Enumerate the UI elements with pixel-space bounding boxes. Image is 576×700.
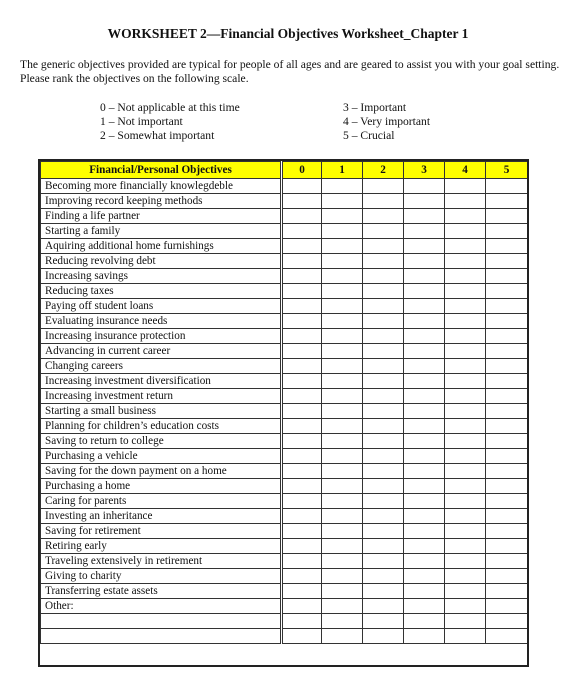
rating-column-header-2: 2 — [363, 162, 404, 179]
rating-cell-3[interactable] — [404, 449, 445, 464]
rating-cell-2[interactable] — [363, 434, 404, 449]
table-row — [41, 434, 528, 449]
rating-cell-1[interactable] — [322, 599, 363, 614]
rating-cell-3[interactable] — [404, 404, 445, 419]
rating-cell-4[interactable] — [445, 389, 486, 404]
rating-column-header-1: 1 — [322, 162, 363, 179]
objective-label: Aquiring additional home furnishings — [41, 239, 282, 254]
rating-cell-0[interactable] — [282, 179, 322, 194]
table-row — [41, 389, 528, 404]
objective-label: Transferring estate assets — [41, 584, 282, 599]
rating-cell-1[interactable] — [322, 539, 363, 554]
objective-label: Changing careers — [41, 359, 282, 374]
rating-cell-5[interactable] — [486, 554, 528, 569]
objectives-column-header: Financial/Personal Objectives — [41, 162, 282, 179]
rating-cell-4[interactable] — [445, 419, 486, 434]
table-row — [41, 569, 528, 584]
rating-cell-3[interactable] — [404, 284, 445, 299]
rating-cell-1[interactable] — [322, 209, 363, 224]
rating-cell-5[interactable] — [486, 494, 528, 509]
rating-cell-1[interactable] — [322, 509, 363, 524]
table-header-row — [41, 162, 528, 179]
rating-cell-3[interactable] — [404, 599, 445, 614]
rating-cell-4[interactable] — [445, 209, 486, 224]
rating-cell-2[interactable] — [363, 614, 404, 629]
table-row — [41, 224, 528, 239]
rating-cell-2[interactable] — [363, 269, 404, 284]
rating-cell-0[interactable] — [282, 419, 322, 434]
rating-cell-1[interactable] — [322, 314, 363, 329]
rating-cell-1[interactable] — [322, 629, 363, 644]
table-row — [41, 344, 528, 359]
rating-cell-2[interactable] — [363, 299, 404, 314]
page-title: WORKSHEET 2—Financial Objectives Worksheet_Chapter 1 — [107, 26, 469, 41]
rating-cell-0[interactable] — [282, 269, 322, 284]
rating-cell-2[interactable] — [363, 464, 404, 479]
rating-cell-4[interactable] — [445, 539, 486, 554]
rating-cell-4[interactable] — [445, 569, 486, 584]
table-row — [41, 269, 528, 284]
rating-column-header-0: 0 — [282, 162, 322, 179]
rating-cell-5[interactable] — [486, 404, 528, 419]
rating-cell-0[interactable] — [282, 359, 322, 374]
rating-cell-2[interactable] — [363, 239, 404, 254]
rating-cell-2[interactable] — [363, 404, 404, 419]
rating-cell-4[interactable] — [445, 359, 486, 374]
rating-cell-2[interactable] — [363, 344, 404, 359]
rating-cell-2[interactable] — [363, 209, 404, 224]
table-row — [41, 449, 528, 464]
rating-cell-0[interactable] — [282, 479, 322, 494]
rating-cell-3[interactable] — [404, 554, 445, 569]
objective-label: Purchasing a vehicle — [41, 449, 282, 464]
objective-label: Increasing insurance protection — [41, 329, 282, 344]
rating-cell-1[interactable] — [322, 389, 363, 404]
table-row — [41, 179, 528, 194]
rating-column-header-5: 5 — [486, 162, 528, 179]
table-row — [41, 239, 528, 254]
table-row — [41, 299, 528, 314]
rating-cell-3[interactable] — [404, 224, 445, 239]
objective-label — [41, 629, 282, 644]
rating-cell-4[interactable] — [445, 239, 486, 254]
rating-cell-3[interactable] — [404, 254, 445, 269]
rating-cell-1[interactable] — [322, 359, 363, 374]
rating-cell-3[interactable] — [404, 584, 445, 599]
objective-label: Retiring early — [41, 539, 282, 554]
rating-cell-2[interactable] — [363, 449, 404, 464]
table-row — [41, 479, 528, 494]
rating-cell-0[interactable] — [282, 509, 322, 524]
rating-cell-1[interactable] — [322, 374, 363, 389]
rating-cell-5[interactable] — [486, 299, 528, 314]
scale-item-3: 3 – Important — [343, 101, 407, 114]
rating-cell-3[interactable] — [404, 269, 445, 284]
rating-cell-5[interactable] — [486, 254, 528, 269]
rating-cell-0[interactable] — [282, 374, 322, 389]
objective-label: Saving to return to college — [41, 434, 282, 449]
table-row — [41, 314, 528, 329]
objective-label: Planning for children’s education costs — [41, 419, 282, 434]
rating-cell-1[interactable] — [322, 179, 363, 194]
rating-cell-1[interactable] — [322, 224, 363, 239]
rating-cell-5[interactable] — [486, 539, 528, 554]
rating-cell-3[interactable] — [404, 209, 445, 224]
rating-cell-0[interactable] — [282, 524, 322, 539]
table-row — [41, 584, 528, 599]
rating-cell-5[interactable] — [486, 509, 528, 524]
rating-cell-3[interactable] — [404, 389, 445, 404]
rating-cell-2[interactable] — [363, 329, 404, 344]
rating-cell-3[interactable] — [404, 539, 445, 554]
rating-cell-4[interactable] — [445, 224, 486, 239]
rating-cell-1[interactable] — [322, 569, 363, 584]
table-row — [41, 524, 528, 539]
scale-item-1: 1 – Not important — [100, 115, 183, 128]
rating-cell-2[interactable] — [363, 374, 404, 389]
objective-label: Becoming more financially knowlegdeble — [41, 179, 282, 194]
table-row — [41, 194, 528, 209]
rating-cell-2[interactable] — [363, 599, 404, 614]
table-row — [41, 284, 528, 299]
rating-cell-0[interactable] — [282, 284, 322, 299]
rating-cell-0[interactable] — [282, 554, 322, 569]
objective-label — [41, 614, 282, 629]
rating-cell-2[interactable] — [363, 359, 404, 374]
rating-cell-1[interactable] — [322, 344, 363, 359]
rating-cell-0[interactable] — [282, 599, 322, 614]
rating-cell-1[interactable] — [322, 449, 363, 464]
rating-cell-3[interactable] — [404, 179, 445, 194]
rating-cell-3[interactable] — [404, 329, 445, 344]
rating-cell-4[interactable] — [445, 464, 486, 479]
rating-cell-3[interactable] — [404, 194, 445, 209]
rating-cell-1[interactable] — [322, 464, 363, 479]
rating-cell-0[interactable] — [282, 434, 322, 449]
rating-cell-2[interactable] — [363, 224, 404, 239]
objective-label: Caring for parents — [41, 494, 282, 509]
rating-cell-1[interactable] — [322, 494, 363, 509]
rating-cell-1[interactable] — [322, 614, 363, 629]
table-row — [41, 539, 528, 554]
table-row — [41, 209, 528, 224]
rating-cell-0[interactable] — [282, 584, 322, 599]
rating-cell-4[interactable] — [445, 479, 486, 494]
rating-cell-5[interactable] — [486, 629, 528, 644]
rating-cell-5[interactable] — [486, 209, 528, 224]
rating-cell-1[interactable] — [322, 239, 363, 254]
rating-cell-4[interactable] — [445, 194, 486, 209]
rating-cell-2[interactable] — [363, 524, 404, 539]
rating-cell-4[interactable] — [445, 329, 486, 344]
rating-column-header-3: 3 — [404, 162, 445, 179]
rating-cell-0[interactable] — [282, 239, 322, 254]
rating-scale-right — [343, 101, 430, 143]
rating-cell-3[interactable] — [404, 629, 445, 644]
table-row — [41, 329, 528, 344]
rating-cell-0[interactable] — [282, 404, 322, 419]
rating-cell-3[interactable] — [404, 299, 445, 314]
table-row — [41, 419, 528, 434]
rating-cell-3[interactable] — [404, 524, 445, 539]
rating-cell-0[interactable] — [282, 569, 322, 584]
rating-cell-5[interactable] — [486, 614, 528, 629]
rating-cell-0[interactable] — [282, 464, 322, 479]
rating-cell-1[interactable] — [322, 329, 363, 344]
rating-scale-left — [100, 101, 240, 143]
objective-label: Investing an inheritance — [41, 509, 282, 524]
rating-cell-4[interactable] — [445, 404, 486, 419]
rating-cell-2[interactable] — [363, 254, 404, 269]
objective-label: Saving for retirement — [41, 524, 282, 539]
objective-label: Traveling extensively in retirement — [41, 554, 282, 569]
rating-cell-4[interactable] — [445, 434, 486, 449]
rating-cell-4[interactable] — [445, 314, 486, 329]
rating-cell-4[interactable] — [445, 614, 486, 629]
rating-cell-3[interactable] — [404, 614, 445, 629]
rating-cell-0[interactable] — [282, 449, 322, 464]
objective-label: Improving record keeping methods — [41, 194, 282, 209]
rating-cell-5[interactable] — [486, 479, 528, 494]
rating-cell-2[interactable] — [363, 284, 404, 299]
rating-cell-2[interactable] — [363, 194, 404, 209]
table-row — [41, 554, 528, 569]
rating-cell-0[interactable] — [282, 629, 322, 644]
rating-cell-1[interactable] — [322, 434, 363, 449]
rating-cell-5[interactable] — [486, 344, 528, 359]
objective-label: Paying off student loans — [41, 299, 282, 314]
rating-cell-4[interactable] — [445, 284, 486, 299]
rating-cell-2[interactable] — [363, 389, 404, 404]
objectives-table — [40, 161, 528, 644]
intro-paragraph: The generic objectives provided are typical for people of all ages and are geared to assist you with your goal setting. Please rank the objectives on the following scale. — [20, 58, 560, 85]
rating-cell-5[interactable] — [486, 359, 528, 374]
rating-cell-1[interactable] — [322, 524, 363, 539]
objectives-table-body — [41, 179, 528, 644]
objective-label: Purchasing a home — [41, 479, 282, 494]
rating-cell-2[interactable] — [363, 584, 404, 599]
rating-cell-0[interactable] — [282, 299, 322, 314]
rating-cell-5[interactable] — [486, 374, 528, 389]
rating-cell-4[interactable] — [445, 344, 486, 359]
rating-cell-5[interactable] — [486, 524, 528, 539]
rating-cell-3[interactable] — [404, 374, 445, 389]
rating-cell-2[interactable] — [363, 494, 404, 509]
rating-cell-1[interactable] — [322, 254, 363, 269]
rating-cell-3[interactable] — [404, 344, 445, 359]
rating-cell-3[interactable] — [404, 419, 445, 434]
rating-cell-1[interactable] — [322, 269, 363, 284]
rating-cell-4[interactable] — [445, 599, 486, 614]
rating-cell-0[interactable] — [282, 389, 322, 404]
scale-item-5: 5 – Crucial — [343, 129, 395, 142]
rating-cell-5[interactable] — [486, 329, 528, 344]
rating-cell-4[interactable] — [445, 374, 486, 389]
rating-cell-5[interactable] — [486, 194, 528, 209]
rating-cell-4[interactable] — [445, 494, 486, 509]
rating-cell-0[interactable] — [282, 344, 322, 359]
objective-label: Other: — [41, 599, 282, 614]
rating-cell-2[interactable] — [363, 179, 404, 194]
rating-cell-4[interactable] — [445, 269, 486, 284]
objective-label: Advancing in current career — [41, 344, 282, 359]
rating-cell-4[interactable] — [445, 629, 486, 644]
objective-label: Giving to charity — [41, 569, 282, 584]
rating-cell-5[interactable] — [486, 179, 528, 194]
objective-label: Reducing taxes — [41, 284, 282, 299]
rating-cell-5[interactable] — [486, 314, 528, 329]
rating-cell-5[interactable] — [486, 584, 528, 599]
rating-cell-1[interactable] — [322, 419, 363, 434]
table-row — [41, 599, 528, 614]
rating-cell-1[interactable] — [322, 194, 363, 209]
rating-cell-2[interactable] — [363, 314, 404, 329]
table-row — [41, 509, 528, 524]
rating-cell-1[interactable] — [322, 284, 363, 299]
rating-cell-5[interactable] — [486, 569, 528, 584]
rating-cell-3[interactable] — [404, 434, 445, 449]
rating-cell-0[interactable] — [282, 209, 322, 224]
rating-cell-2[interactable] — [363, 569, 404, 584]
objective-label: Finding a life partner — [41, 209, 282, 224]
rating-cell-0[interactable] — [282, 329, 322, 344]
table-row — [41, 359, 528, 374]
blank-row — [41, 629, 528, 644]
rating-cell-3[interactable] — [404, 239, 445, 254]
rating-cell-0[interactable] — [282, 254, 322, 269]
rating-cell-4[interactable] — [445, 524, 486, 539]
rating-cell-1[interactable] — [322, 299, 363, 314]
rating-cell-5[interactable] — [486, 389, 528, 404]
rating-cell-3[interactable] — [404, 494, 445, 509]
rating-column-header-4: 4 — [445, 162, 486, 179]
rating-cell-3[interactable] — [404, 359, 445, 374]
rating-cell-3[interactable] — [404, 509, 445, 524]
objective-label: Increasing investment return — [41, 389, 282, 404]
rating-cell-5[interactable] — [486, 269, 528, 284]
table-row — [41, 464, 528, 479]
rating-cell-4[interactable] — [445, 254, 486, 269]
scale-item-4: 4 – Very important — [343, 115, 431, 128]
rating-cell-5[interactable] — [486, 224, 528, 239]
rating-cell-1[interactable] — [322, 554, 363, 569]
objective-label: Increasing investment diversification — [41, 374, 282, 389]
objective-label: Starting a family — [41, 224, 282, 239]
rating-cell-1[interactable] — [322, 404, 363, 419]
rating-cell-5[interactable] — [486, 464, 528, 479]
rating-cell-3[interactable] — [404, 569, 445, 584]
rating-cell-4[interactable] — [445, 554, 486, 569]
rating-cell-0[interactable] — [282, 539, 322, 554]
objective-label: Increasing savings — [41, 269, 282, 284]
rating-cell-1[interactable] — [322, 584, 363, 599]
rating-cell-2[interactable] — [363, 554, 404, 569]
rating-cell-3[interactable] — [404, 464, 445, 479]
rating-cell-2[interactable] — [363, 479, 404, 494]
table-row — [41, 494, 528, 509]
rating-cell-4[interactable] — [445, 509, 486, 524]
scale-item-0: 0 – Not applicable at this time — [100, 101, 240, 114]
rating-cell-2[interactable] — [363, 539, 404, 554]
rating-cell-0[interactable] — [282, 194, 322, 209]
rating-cell-0[interactable] — [282, 614, 322, 629]
rating-cell-4[interactable] — [445, 299, 486, 314]
rating-cell-4[interactable] — [445, 584, 486, 599]
rating-cell-5[interactable] — [486, 449, 528, 464]
scale-item-2: 2 – Somewhat important — [100, 129, 215, 142]
rating-cell-5[interactable] — [486, 599, 528, 614]
table-row — [41, 404, 528, 419]
rating-cell-0[interactable] — [282, 494, 322, 509]
rating-cell-5[interactable] — [486, 419, 528, 434]
rating-cell-0[interactable] — [282, 314, 322, 329]
objective-label: Starting a small business — [41, 404, 282, 419]
rating-cell-2[interactable] — [363, 629, 404, 644]
rating-cell-5[interactable] — [486, 239, 528, 254]
rating-cell-4[interactable] — [445, 179, 486, 194]
rating-cell-2[interactable] — [363, 509, 404, 524]
rating-cell-5[interactable] — [486, 434, 528, 449]
table-row — [41, 374, 528, 389]
rating-cell-0[interactable] — [282, 224, 322, 239]
rating-cell-4[interactable] — [445, 449, 486, 464]
table-row — [41, 254, 528, 269]
blank-row — [41, 614, 528, 629]
objective-label: Evaluating insurance needs — [41, 314, 282, 329]
rating-cell-3[interactable] — [404, 314, 445, 329]
rating-cell-2[interactable] — [363, 419, 404, 434]
objective-label: Reducing revolving debt — [41, 254, 282, 269]
rating-cell-3[interactable] — [404, 479, 445, 494]
rating-cell-1[interactable] — [322, 479, 363, 494]
rating-cell-5[interactable] — [486, 284, 528, 299]
objective-label: Saving for the down payment on a home — [41, 464, 282, 479]
